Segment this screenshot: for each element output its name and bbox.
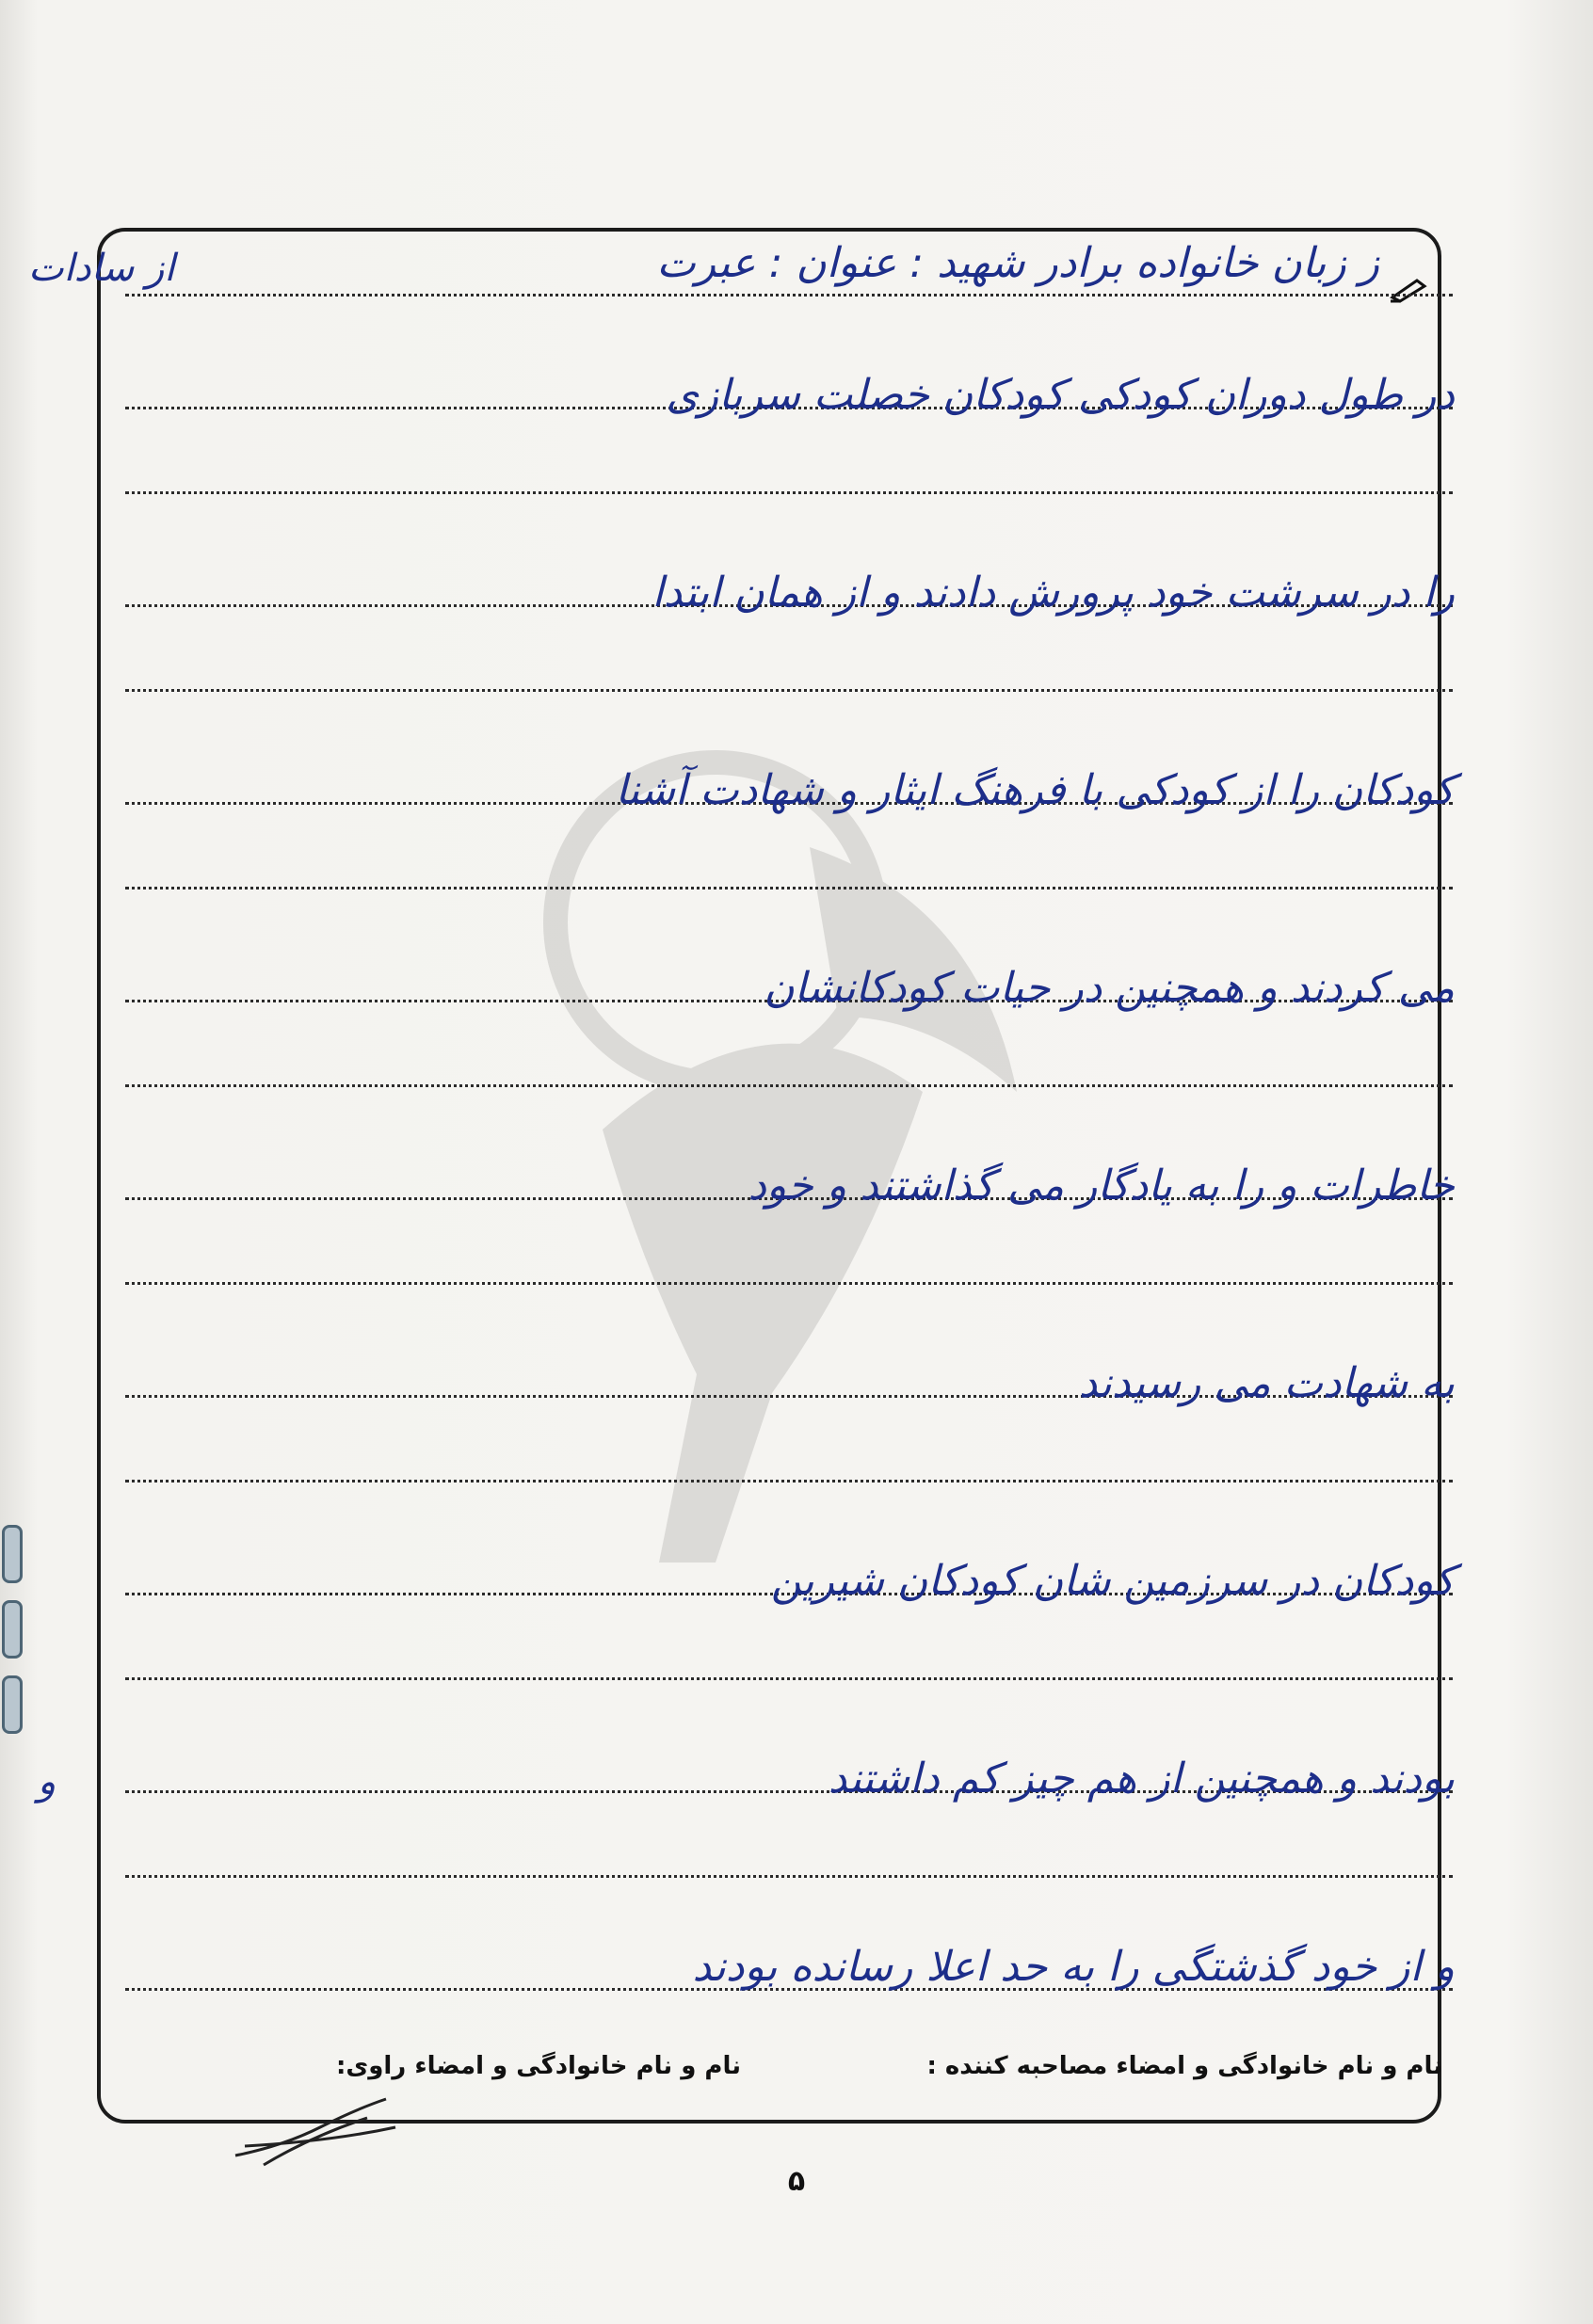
ruled-line xyxy=(125,1084,1453,1087)
narrator-signature-label: نام و نام خانوادگی و امضاء راوی: xyxy=(336,2052,741,2080)
ruled-line xyxy=(125,689,1453,692)
handwritten-line: کودکان را از کودکی با فرهنگ ایثار و شهادت آشنا xyxy=(615,766,1455,814)
interviewer-signature-label: نام و نام خانوادگی و امضاء مصاحبه کننده : xyxy=(926,2052,1442,2080)
ruled-line xyxy=(125,1677,1453,1680)
handwritten-line: در طول دوران کودکی کودکان خصلت سربازی xyxy=(666,371,1455,419)
handwritten-line: خاطرات و را به یادگار می گذاشتند و خود xyxy=(748,1162,1455,1210)
ruled-line xyxy=(125,887,1453,890)
binding-ring xyxy=(2,1525,23,1583)
ruled-line xyxy=(125,1480,1453,1483)
handwritten-line: کودکان در سرزمین شان کودکان شیرین xyxy=(770,1557,1455,1605)
handwritten-line: بودند و همچنین از هم چیز کم داشتند xyxy=(828,1755,1455,1803)
handwritten-line: را در سرشت خود پرورش دادند و از همان ابتدا xyxy=(652,569,1455,617)
spiral-binding xyxy=(0,1525,21,1732)
signature-scribble xyxy=(226,2090,405,2174)
ruled-line xyxy=(125,1282,1453,1285)
handwritten-line: به شهادت می رسیدند xyxy=(1078,1359,1455,1407)
margin-note: و xyxy=(38,1760,56,1803)
ruled-line xyxy=(125,491,1453,494)
margin-note: از سادات xyxy=(28,247,175,290)
handwritten-line: می کردند و همچنین در حیات کودکانشان xyxy=(764,964,1455,1012)
page-number: ۵ xyxy=(787,2165,806,2198)
binding-ring xyxy=(2,1600,23,1659)
ruled-line xyxy=(125,1875,1453,1878)
binding-ring xyxy=(2,1675,23,1734)
handwritten-line: ز زبان خانواده برادر شهید : عنوان : عبرت xyxy=(656,239,1379,287)
handwritten-line: و از خود گذشتگی را به حد اعلا رسانده بودند xyxy=(692,1943,1455,1991)
